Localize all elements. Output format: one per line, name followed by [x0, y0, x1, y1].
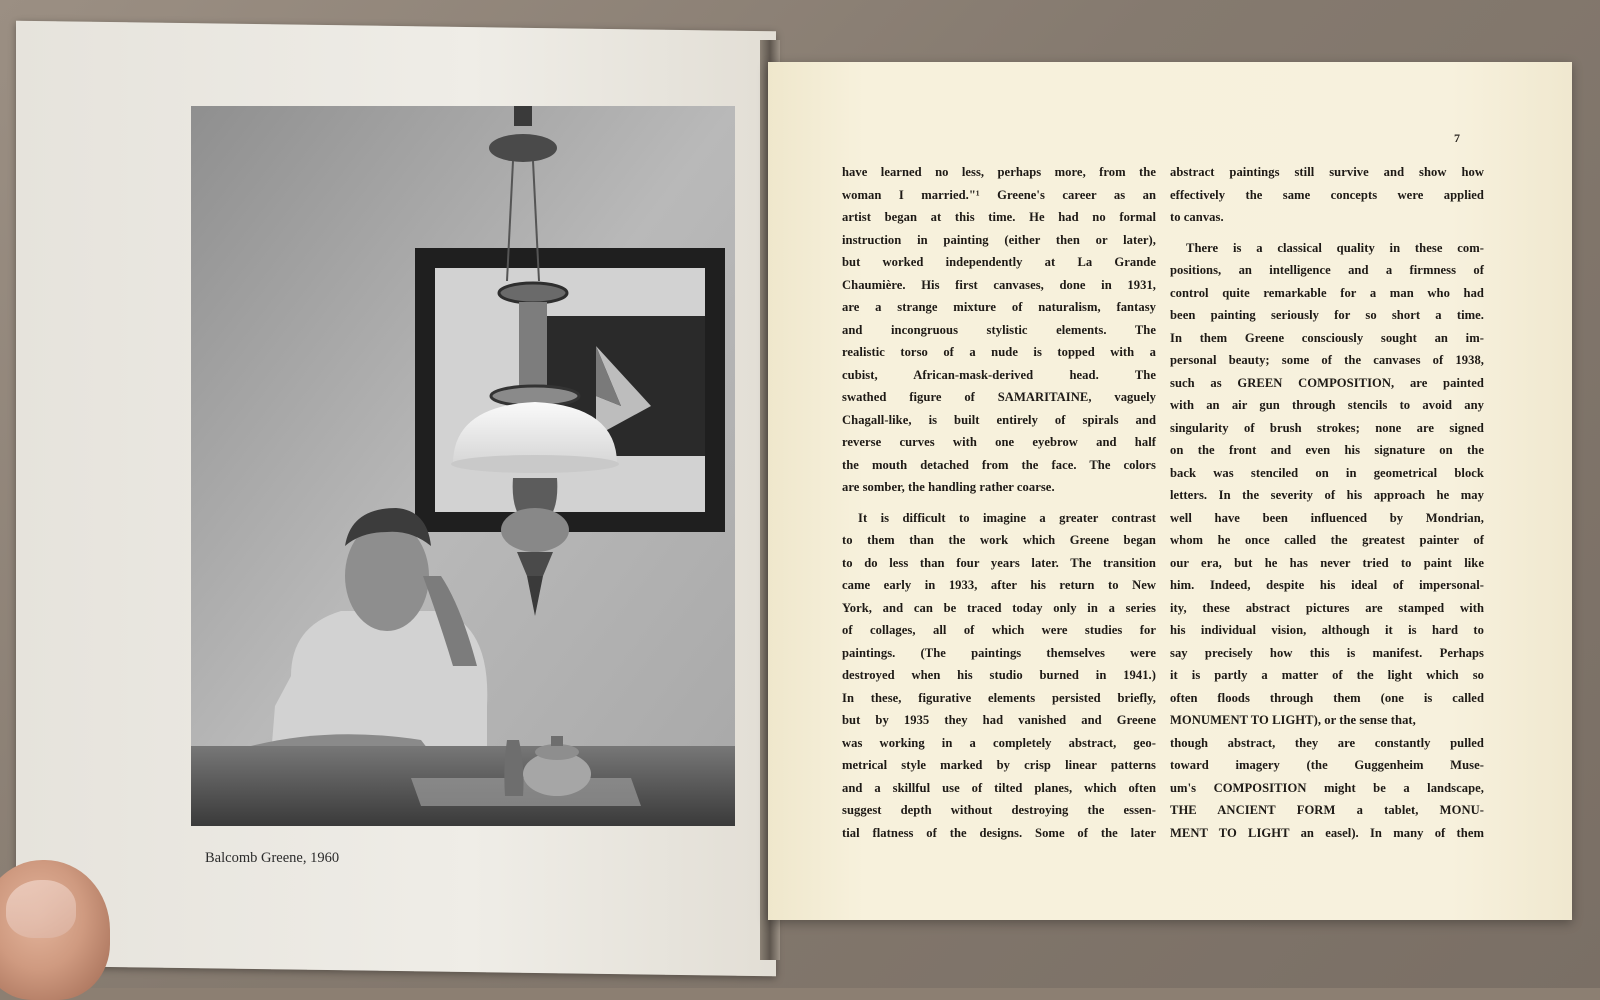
text-line: whom he once called the greatest painter of	[1170, 533, 1484, 547]
text-line: swathed figure of SAMARITAINE, vaguely	[842, 390, 1156, 404]
text-line: Chagall-like, is built entirely of spirals and	[842, 412, 1156, 427]
text-line: often floods through them (one is called	[1170, 690, 1484, 705]
text-line: of collages, all of which were studies for	[842, 623, 1156, 637]
text-line: are a strange mixture of naturalism, fantasy	[842, 300, 1156, 314]
paragraph-spacer	[1170, 229, 1484, 237]
text-line: to canvas.	[1170, 210, 1224, 224]
text-line: such as GREEN COMPOSITION, are painted	[1170, 375, 1484, 390]
text-line: well have been influenced by Mondrian,	[1170, 510, 1484, 525]
text-line: his individual vision, although it is hard to	[1170, 623, 1484, 637]
text-line: In these, figurative elements persisted briefly,	[842, 690, 1156, 705]
text-line: um's COMPOSITION might be a landscape,	[1170, 780, 1484, 795]
text-line: In them Greene consciously sought an im-	[1170, 330, 1484, 345]
text-line: artist began at this time. He had no formal	[842, 210, 1156, 224]
text-line: destroyed when his studio burned in 1941.)	[842, 668, 1156, 682]
text-line: suggest depth without destroying the essen-	[842, 803, 1156, 817]
text-line: cubist, African-mask-derived head. The	[842, 367, 1156, 382]
text-line: MENT TO LIGHT an easel). In many of them	[1170, 825, 1484, 840]
text-line: came early in 1933, after his return to New	[842, 578, 1156, 592]
text-line: with an air gun through stencils to avoid any	[1170, 398, 1484, 412]
text-line: positions, an intelligence and a firmness of	[1170, 263, 1484, 277]
text-line: though abstract, they are constantly pulled	[1170, 735, 1484, 750]
text-line: realistic torso of a nude is topped with a	[842, 345, 1156, 359]
text-line: effectively the same concepts were applied	[1170, 187, 1484, 202]
text-line: letters. In the severity of his approach he may	[1170, 488, 1484, 502]
paragraph-spacer	[842, 499, 1156, 507]
text-line: singularity of brush strokes; none are signed	[1170, 420, 1484, 435]
text-line: THE ANCIENT FORM a tablet, MONU-	[1170, 803, 1484, 817]
text-line: control quite remarkable for a man who had	[1170, 285, 1484, 300]
text-line: but worked independently at La Grande	[842, 255, 1156, 269]
text-column-left	[842, 161, 1156, 844]
text-line: it is partly a matter of the light which so	[1170, 668, 1484, 682]
text-line: to do less than four years later. The transition	[842, 555, 1156, 570]
text-line: back was stenciled on in geometrical block	[1170, 465, 1484, 480]
page-number: 7	[1454, 131, 1460, 145]
text-line: have learned no less, perhaps more, from the	[842, 165, 1156, 179]
text-line: There is a classical quality in these com-	[1186, 240, 1484, 255]
text-line: instruction in painting (either then or later),	[842, 232, 1156, 247]
text-line: been painting seriously for so short a time.	[1170, 308, 1484, 322]
text-line: paintings. (The paintings themselves were	[842, 645, 1156, 660]
text-line: toward imagery (the Guggenheim Muse-	[1170, 758, 1484, 772]
text-line: him. Indeed, despite his ideal of impersonal-	[1170, 578, 1484, 592]
text-line: woman I married."¹ Greene's career as an	[842, 187, 1156, 202]
text-line: MONUMENT TO LIGHT), or the sense that,	[1170, 713, 1416, 727]
text-line: was working in a completely abstract, geo-	[842, 735, 1156, 750]
text-line: the mouth detached from the face. The colors	[842, 457, 1156, 472]
text-line: Chaumière. His first canvases, done in 1931,	[842, 277, 1156, 292]
text-line: on the front and even his signature on the	[1170, 443, 1484, 457]
photo-caption: Balcomb Greene, 1960	[205, 850, 340, 866]
text-column-right	[1170, 161, 1484, 844]
text-line: personal beauty; some of the canvases of 1938,	[1170, 353, 1484, 367]
text-line: York, and can be traced today only in a series	[842, 600, 1156, 615]
text-line: and a skillful use of tilted planes, which often	[842, 780, 1156, 795]
text-line: to them than the work which Greene began	[842, 533, 1156, 547]
text-line: are somber, the handling rather coarse.	[842, 480, 1055, 494]
text-line: abstract paintings still survive and show how	[1170, 165, 1484, 179]
text-line: and incongruous stylistic elements. The	[842, 322, 1156, 337]
artist-photograph	[191, 106, 735, 826]
text-line: but by 1935 they had vanished and Greene	[842, 713, 1156, 727]
text-line: our era, but he has never tried to paint like	[1170, 555, 1484, 570]
thumbnail	[6, 880, 76, 938]
text-line: tial flatness of the designs. Some of the later	[842, 825, 1156, 840]
text-line: say precisely how this is manifest. Perhaps	[1170, 645, 1484, 660]
text-line: ity, these abstract pictures are stamped with	[1170, 600, 1484, 615]
text-line: metrical style marked by crisp linear patterns	[842, 758, 1156, 772]
text-line: reverse curves with one eyebrow and half	[842, 435, 1156, 449]
text-line: It is difficult to imagine a greater contrast	[858, 510, 1156, 525]
